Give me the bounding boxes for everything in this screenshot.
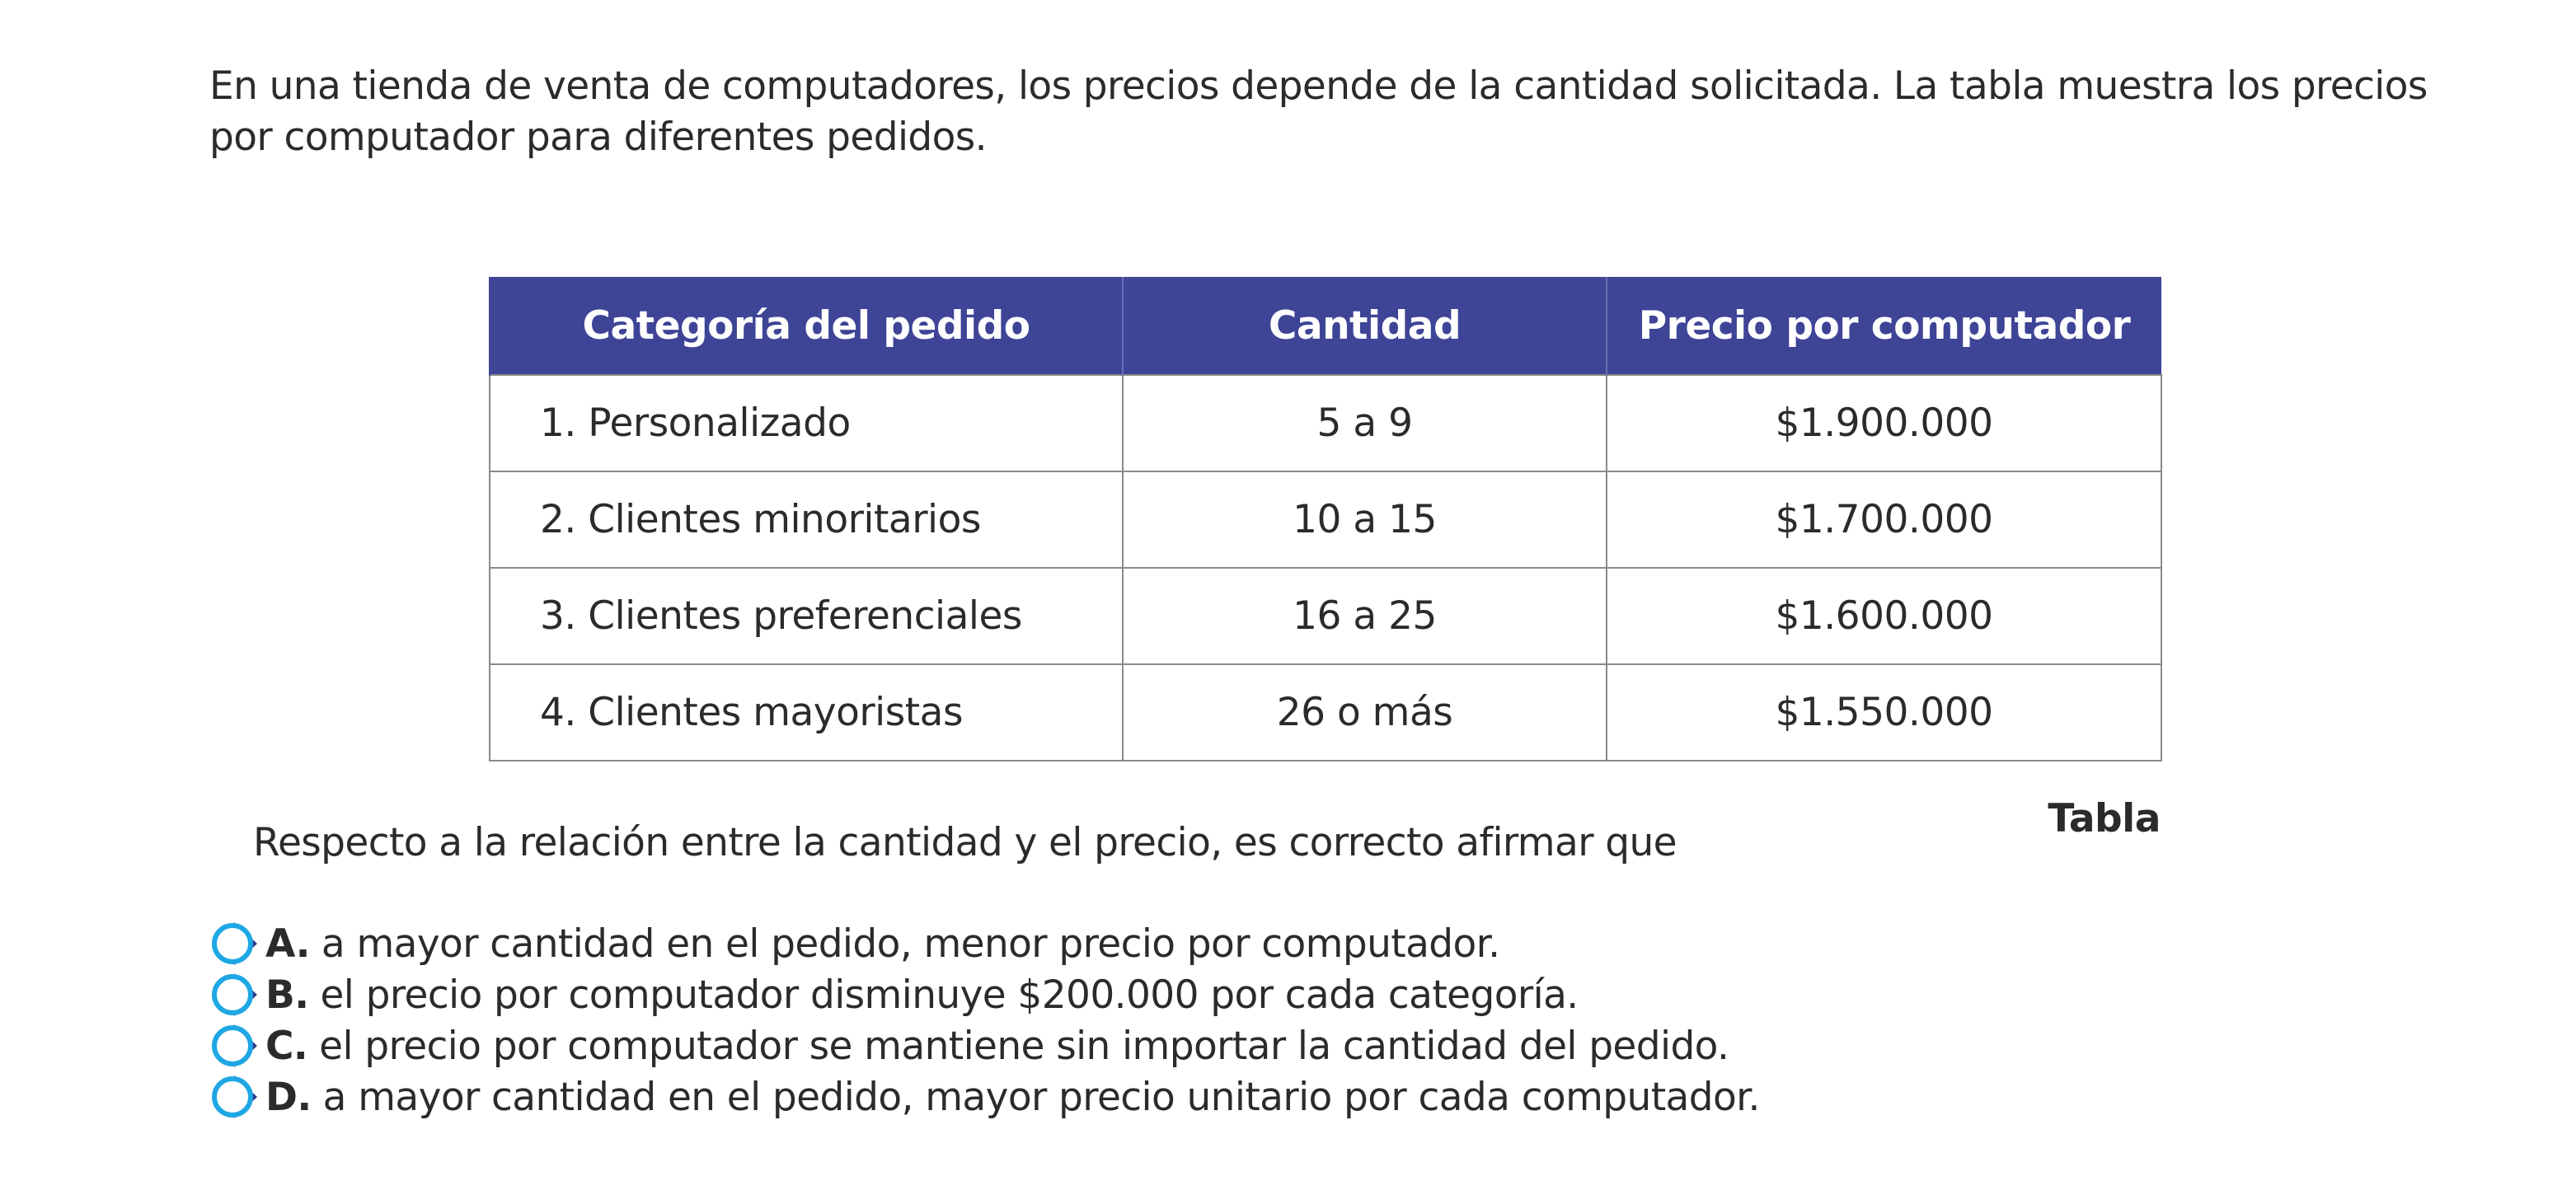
table-row	[490, 471, 2161, 568]
row-price: $1.700.000	[1607, 471, 2161, 568]
answer-options	[209, 918, 1760, 1122]
option-b[interactable]	[209, 969, 1760, 1020]
option-c[interactable]	[209, 1020, 1760, 1071]
price-table	[489, 277, 2162, 762]
option-text: a mayor cantidad en el pedido, mayor precio unitario por cada computador.	[322, 1074, 1760, 1120]
row-price: $1.550.000	[1607, 664, 2161, 761]
row-category: 2. Clientes minoritarios	[490, 471, 1123, 568]
table-caption: Tabla	[2048, 796, 2161, 841]
option-letter: A.	[265, 921, 310, 967]
radio-button-icon[interactable]	[209, 1021, 259, 1071]
row-category: 1. Personalizado	[490, 375, 1123, 471]
table-row	[490, 375, 2161, 471]
row-price: $1.900.000	[1607, 375, 2161, 471]
option-text: el precio por computador se mantiene sin importar la cantidad del pedido.	[319, 1023, 1729, 1069]
row-quantity: 10 a 15	[1123, 471, 1607, 568]
option-letter: C.	[265, 1023, 308, 1069]
option-a[interactable]	[209, 918, 1760, 969]
option-text: el precio por computador disminuye $200.000 por cada categoría.	[320, 972, 1579, 1018]
table-row	[490, 568, 2161, 664]
intro-text: En una tienda de venta de computadores, los precios depende de la cantidad solicitada. La tabla muestra los precios por computador para diferentes pedidos.	[209, 63, 2428, 160]
header-price: Precio por computador	[1607, 277, 2161, 375]
header-quantity: Cantidad	[1123, 277, 1607, 375]
row-category: 3. Clientes preferenciales	[490, 568, 1123, 664]
row-quantity: 26 o más	[1123, 664, 1607, 761]
option-letter: D.	[265, 1074, 312, 1120]
question-text: Respecto a la relación entre la cantidad y el precio, es correcto afirmar que	[253, 820, 1677, 865]
table-row	[490, 664, 2161, 761]
option-letter: B.	[265, 972, 309, 1018]
radio-button-icon[interactable]	[209, 919, 259, 968]
header-category: Categoría del pedido	[490, 277, 1123, 375]
row-price: $1.600.000	[1607, 568, 2161, 664]
table-header-row	[490, 277, 2161, 375]
row-quantity: 16 a 25	[1123, 568, 1607, 664]
radio-button-icon[interactable]	[209, 1072, 259, 1122]
radio-button-icon[interactable]	[209, 970, 259, 1019]
option-text: a mayor cantidad en el pedido, menor precio por computador.	[321, 921, 1500, 967]
option-d[interactable]	[209, 1071, 1760, 1122]
row-category: 4. Clientes mayoristas	[490, 664, 1123, 761]
row-quantity: 5 a 9	[1123, 375, 1607, 471]
